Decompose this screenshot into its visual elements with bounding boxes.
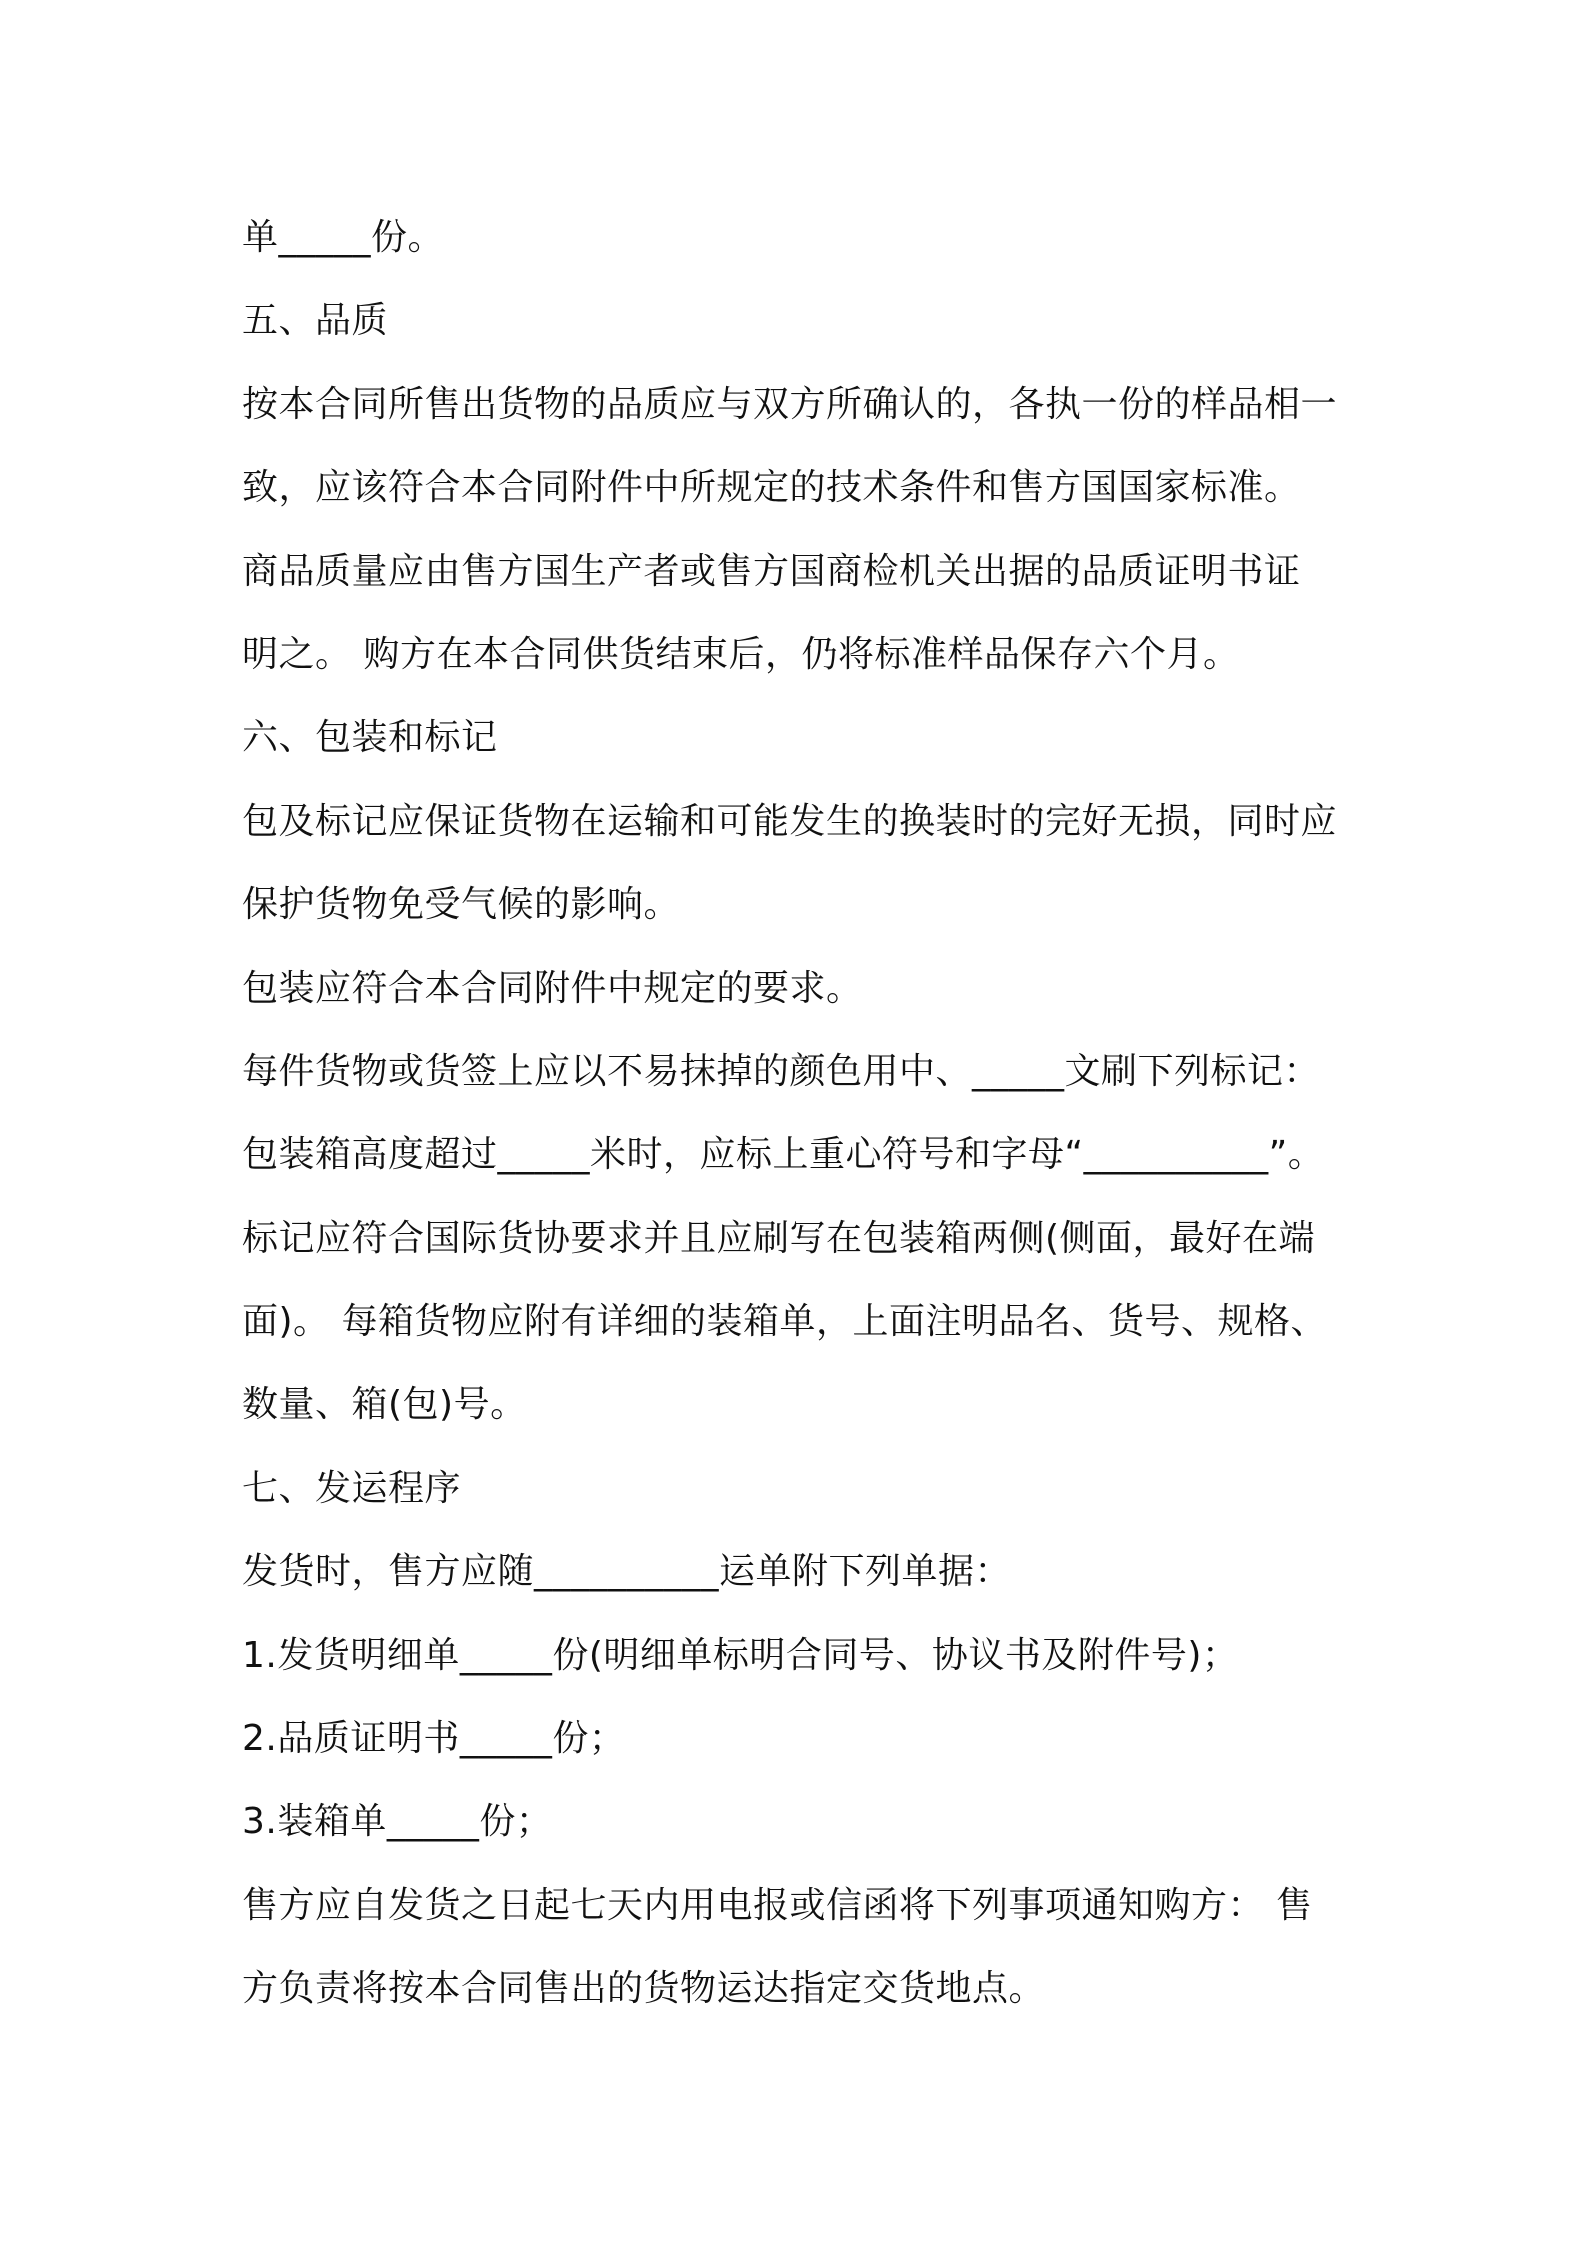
text-line-1: 单_____份。 bbox=[242, 217, 445, 258]
text-line-4: 致，应该符合本合同附件中所规定的技术条件和售方国国家标准。 bbox=[242, 467, 1301, 509]
text-line-6: 明之。 购方在本合同供货结束后，仍将标准样品保存六个月。 bbox=[242, 633, 1240, 675]
text-line-10: 包装应符合本合同附件中规定的要求。 bbox=[242, 967, 863, 1009]
text-line-3: 按本合同所售出货物的品质应与双方所确认的，各执一份的样品相一 bbox=[242, 383, 1338, 425]
text-line-22: 方负责将按本合同售出的货物运达指定交货地点。 bbox=[242, 1968, 1046, 2010]
text-line-21: 售方应自发货之日起七天内用电报或信函将下列事项通知购方： 售 bbox=[242, 1884, 1313, 1926]
text-line-17: 发货时，售方应随__________运单附下列单据： bbox=[242, 1551, 1012, 1593]
text-line-11: 每件货物或货签上应以不易抹掉的颜色用中、_____文刷下列标记： bbox=[242, 1050, 1321, 1092]
section-heading-packaging: 六、包装和标记 bbox=[242, 717, 498, 759]
document-body bbox=[242, 196, 1362, 2031]
section-heading-quality: 五、品质 bbox=[242, 300, 389, 342]
text-line-8: 包及标记应保证货物在运输和可能发生的换装时的完好无损，同时应 bbox=[242, 800, 1338, 842]
text-line-12: 包装箱高度超过_____米时，应标上重心符号和字母“__________”。 bbox=[242, 1134, 1325, 1176]
section-heading-shipping: 七、发运程序 bbox=[242, 1467, 462, 1509]
text-line-5: 商品质量应由售方国生产者或售方国商检机关出据的品质证明书证 bbox=[242, 550, 1301, 592]
list-item-1: 1.发货明细单_____份(明细单标明合同号、协议书及附件号)； bbox=[242, 1634, 1239, 1676]
list-item-3: 3.装箱单_____份； bbox=[242, 1801, 553, 1843]
text-line-15: 数量、箱(包)号。 bbox=[242, 1384, 527, 1426]
text-line-9: 保护货物免受气候的影响。 bbox=[242, 884, 681, 926]
text-line-14: 面)。 每箱货物应附有详细的装箱单，上面注明品名、货号、规格、 bbox=[242, 1301, 1327, 1343]
text-line-13: 标记应符合国际货协要求并且应刷写在包装箱两侧(侧面，最好在端 bbox=[242, 1217, 1316, 1259]
list-item-2: 2.品质证明书_____份； bbox=[242, 1718, 626, 1760]
